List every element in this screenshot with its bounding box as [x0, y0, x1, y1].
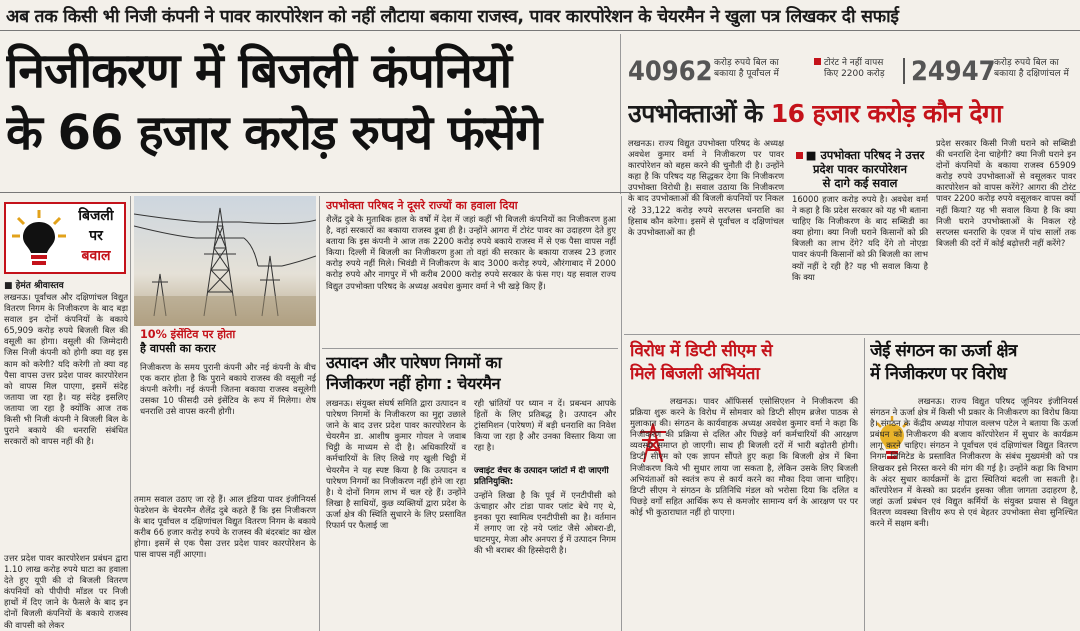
stat-purvanchal-number: 40962: [628, 56, 713, 87]
main-headline: [6, 40, 616, 164]
col4-divider: [621, 196, 622, 631]
power-tower-photo: [134, 196, 316, 326]
question-headline-part2: 16 हजार करोड़ कौन देगा: [770, 99, 1003, 128]
consumer-council-title: उपभोक्ता परिषद ने दूसरे राज्यों का हवाला दिया: [326, 199, 518, 212]
chairman-title: [326, 352, 618, 394]
chairman-divider: [322, 348, 618, 349]
red-square-icon: [814, 58, 821, 65]
chairman-title-line1: उत्पादन और पारेषण निगमों का: [326, 353, 502, 372]
main-headline-line1: निजीकरण में बिजली कंपनियों: [6, 43, 512, 99]
stat-dakshinanchal-label: [994, 58, 1069, 80]
council-box-line1-text: ■ उपभोक्ता परिषद ने उत्तर: [805, 148, 925, 162]
sub-10pct-title-line1: [140, 328, 316, 342]
sub-10pct-title-line2: है वापसी का करार: [140, 342, 216, 355]
stat-torrent-label-line1: [814, 58, 885, 69]
je-union-title-line2: में निजीकरण पर विरोध: [870, 364, 1007, 384]
stat-dakshinanchal-number: 24947: [911, 56, 996, 87]
lower-right-divider: [624, 334, 1080, 335]
byline: ■ हेमंत श्रीवास्तव: [4, 281, 64, 291]
col2-bottom-body: तमाम सवाल उठाए जा रहे हैं। आल इंडिया पावर इंजीनियर्स फेडरेशन के चेयरमैन शैलेंद्र दुबे कहते हैं कि इस निजीकरण के बाद पूर्वांचल व दक्षिणांचल विद्युत वितरण निगम के बकाये करीब 66 हजार करोड़ रुपये के राजस्व की बंदरबांट का खेल होगा। इसमें से एक पैसा उत्तर प्रदेश पावर कारपोरेशन के पास वापस नहीं आएगा।: [134, 494, 316, 560]
col6-body: 16000 हजार करोड़ रुपये है। अवधेश वर्मा ने कहा है कि प्रदेश सरकार को यह भी बताना चाहिए कि निजीकरण के बाद सब्सिडी का क्या होगा। क्या निजी घराने किसानों को फ्री बिजली का लाभ देंगे? यदि देंगे तो नोएडा पावर कंपनी किसानों को फ्री बिजली का लाभ क्यों नहीं दे रही है? यह भी सवाल किया है कि क्या: [792, 194, 928, 282]
section-divider: [0, 192, 1080, 193]
stats-strip: [628, 52, 1078, 92]
je-union-title: [870, 340, 1078, 386]
deputy-cm-title: [630, 340, 858, 386]
sub-10pct-title-line1-text: 10% इंसेंटिव पर होता: [140, 328, 236, 341]
top-headline: अब तक किसी भी निजी कंपनी ने पावर कारपोरेशन को नहीं लौटाया बकाया राजस्व, पावर कारपोरेशन के चेयरमैन ने खुला पत्र लिखकर दी सफाई: [6, 7, 899, 27]
logo-text: [68, 206, 124, 266]
council-box-line3: से दागे कई सवाल: [822, 176, 898, 190]
col5-body: लखनऊ। राज्य विद्युत उपभोक्ता परिषद के अध्यक्ष अवधेश कुमार वर्मा ने निजीकरण पर पावर कारपोरेशन को बहस करने की चुनौती दी है। उन्होंने कहा है कि परिषद यह सिद्धकर देगा कि निजीकरण उपभोक्ता विरोधी है। सवाल उठाया कि निजीकरण के बाद उपभोक्ताओं की बिजली कंपनियों पर निकल रहे 33,122 करोड़ रुपये सरप्लस धनराशि का हिसाब कौन करेगा। इसमें से पूर्वांचल व दक्षिणांचल के उपभोक्ताओं का ही: [628, 138, 784, 237]
power-tower-illustration: [134, 196, 316, 326]
col1-divider: [130, 196, 131, 631]
consumer-council-body: शैलेंद्र दुबे के मुताबिक हाल के वर्षों में देश में जहां कहीं भी बिजली कंपनियों का निजीकरण हुआ है, वहां सरकारों का बकाया राजस्व डूबा ही है। उन्होंने आगरा में टोरंट पावर का उदाहरण देते हुए बताया कि इस कंपनी ने आज तक 2200 करोड़ रुपये बकाये राजस्व में से एक पैसा वापस नहीं किया। दिल्ली में बिजली का निजीकरण हुआ तो वहां की सरकार के बकाया राजस्व 23 हजार करोड़ रुपये नहीं मिले। भिवंडी में निजीकरण के बाद 3000 करोड़ रुपये, औरंगाबाद में 2000 करोड़ रुपये और नागपुर में भी करीब 2000 करोड़ रुपये सरकार के फंस गए। यह सवाल राज्य विद्युत उपभोक्ता परिषद के अध्यक्ष अवधेश कुमार वर्मा ने भी खड़े किए हैं।: [326, 214, 616, 291]
deputy-cm-title-line2: मिले बिजली अभियंता: [630, 364, 760, 384]
chairman-body: लखनऊ। संयुक्त संघर्ष समिति द्वारा उत्पादन व पारेषण निगमों के निजीकरण का मुद्दा उछाले जाने के बाद उत्तर प्रदेश पावर कारपोरेशन के चेयरमैन डा. आशीष कुमार गोयल ने जवाब चिट्ठी के माध्यम से दी है। अधिकारियों व कर्मचारियों के लिए लिखे गए खुली चिट्ठी में चेयरमैन ने यह स्पष्ट किया है कि उत्पादन व पारेषण निगमों का निजीकरण नहीं होने जा रहा है। ये दोनों निगम लाभ में चल रहे हैं। उन्होंने लिखा है साथियों, कुछ व्यक्तियों द्वारा प्रदेश के ऊर्जा क्षेत्र की स्थिति सुधारने के लिए प्रस्तावित रिफार्म पर फैलाई जा: [326, 398, 466, 531]
logo-line2: पर: [89, 228, 103, 244]
col-divider-je: [864, 338, 865, 631]
chairman-sub: ज्वाइंट वेंचर के उत्पादन प्लांटों में दी जाएगी प्रतिनियुक्ति:: [474, 466, 609, 487]
chairman-title-line2: निजीकरण नहीं होगा : चेयरमैन: [326, 374, 501, 393]
stat-torrent-label: [814, 58, 885, 80]
col1-body2: उत्तर प्रदेश पावर कारपोरेशन प्रबंधन द्वारा 1.10 लाख करोड़ रुपये घाटा का हवाला देते हुए यूपी की दो बिजली वितरण कंपनियों को पीपीपी मॉडल पर निजी हाथों में दिए जाने के फैसले के बाद इन दोनों बिजली कंपनियों के बकाये राजस्व की वापसी को लेकर: [4, 553, 128, 630]
logo-line1: बिजली: [78, 208, 114, 224]
stat-purvanchal-label-line1: करोड़ रुपये बिल का: [714, 58, 779, 68]
headline-divider: [620, 34, 621, 194]
stat-purvanchal-label: [714, 58, 779, 80]
sub-10pct-body: निजीकरण के समय पुरानी कंपनी और नई कंपनी के बीच एक करार होता है कि पुराने बकाये राजस्व की वसूली नई कंपनी करेगी। नई कंपनी जितना बकाया राजस्व वसूलेगी उसका 10 फीसदी उसे इंसेंटिव के रूप में मिलेगा। शेष धनराशि उसे वापस करनी होगी।: [140, 362, 316, 417]
stat-dakshinanchal-label-line1: करोड़ रुपये बिल का: [994, 58, 1059, 68]
question-headline: [628, 96, 1078, 130]
sub-10pct-title: [140, 328, 316, 356]
logo-line3: बवाल: [81, 248, 111, 264]
col7-body: प्रदेश सरकार किसी निजी घराने को सब्सिडी की धनराशि देना चाहेगी? क्या निजी घराने इन दोनों कंपनियों के बकाया राजस्व 65909 करोड़ रुपये उपभोक्ताओं से वसूलकर पावर कारपोरेशन को वापस करेंगे? आगरा की टोरंट पावर 2200 करोड़ रुपये वसूलकर वापस क्यों नहीं किया? यह भी सवाल किया है कि क्या निजी घराने उपभोक्ताओं के निकल रहे सरप्लस धनराशि के एवज में पांच सालों तक बिजली की दरों में कोई बढ़ोत्तरी नहीं करेंगे?: [936, 138, 1076, 248]
council-questions-box: [792, 148, 928, 190]
chairman-body3: उन्होंने लिखा है कि पूर्व में एनटीपीसी को ऊंचाहार और टांडा पावर प्लांट बेचे गए थे, इनका पूरा स्वामित्व एनटीपीसी का है। वर्तमान में लगाए जा रहे नये प्लांट जैसे ओबरा-डी, घाटमपुर, मेजा और अनपरा ई में उत्पादन निगम की भी बराबर की हिस्सेदारी है।: [474, 490, 616, 556]
bijli-par-bawal-logo: [4, 202, 126, 274]
stat-torrent-label-line1-text: टोरंट ने नहीं वापस: [824, 58, 884, 68]
deputy-cm-body: लखनऊ। पावर ऑफिसर्स एसोसिएशन ने निजीकरण की प्रक्रिया शुरू करने के विरोध में सोमवार को डिप्टी सीएम ब्रजेश पाठक से मुलाकात की। संगठन के कार्यवाहक अध्यक्ष अवधेश कुमार वर्मा ने कहा कि निजीकरण की प्रक्रिया से दलित और पिछड़े वर्ग कर्मचारियों की आरक्षण व्यवस्था समाप्त हो जाएगी। साथ ही बिजली दरों में भारी बढ़ोतरी होगी। डिप्टी सीएम को एक ज्ञापन सौंपते हुए कहा कि बिजली क्षेत्र में बिना निजीकरण किये भी सुधार लाया जा सकता है, लेकिन उसके लिए बिजली अभियंताओं को स्वतंत्र रूप से कार्य करने का मौका दिया जाना चाहिए। डिप्टी सीएम ने संगठन के प्रतिनिधि मंडल को भरोसा दिया कि दलित व पिछड़े वर्गों सहित आर्थिक रूप से कमजोर सामान्य वर्ग के आरक्षण पर पर कोई भी कुठाराघात नहीं हो पाएगा।: [630, 396, 858, 517]
col1-body: लखनऊ। पूर्वांचल और दक्षिणांचल विद्युत वितरण निगम के निजीकरण के बाद बड़ा सवाल इन दोनों कंपनियों के बकाये 65,909 करोड़ रुपये बिजली बिल की वसूली का होगा। वसूली की जिम्मेदारी जिस निजी कंपनी को होगी क्या वह इस काम को करेगी? यदि करेगी तो क्या वह पैसा वापस उत्तर प्रदेश पावर कारपोरेशन को वापस मिल पाएगा, इसमें संदेह जताया जा रहा है। यह संदेह इसलिए जताया जा रहा है क्योंकि आज तक किसी भी निजी कंपनी ने बिजली बिल के पुराने बकाये की धनराशि संबंधित सरकारों को वापस नहीं की है।: [4, 292, 128, 447]
stat-dakshinanchal-label-line2: बकाया है दक्षिणांचल में: [994, 69, 1069, 79]
stat-torrent-label-line2: किए 2200 करोड़: [824, 69, 885, 79]
main-headline-line2: के 66 हजार करोड़ रुपये फंसेंगे: [6, 105, 542, 161]
je-union-title-line1: जेई संगठन का ऊर्जा क्षेत्र: [870, 341, 1017, 361]
stat-separator: [903, 58, 905, 84]
je-union-body: लखनऊ। राज्य विद्युत परिषद जूनियर इंजीनियर्स संगठन ने ऊर्जा क्षेत्र में किसी भी प्रकार के निजीकरण का विरोध किया है। संगठन के केंद्रीय अध्यक्ष गोपाल वल्लभ पटेल ने बताया कि ऊर्जा प्रबंधन को निजीकरण की बजाय कॉरपोरेशन में सुधार के कार्यक्रम लागू करने चाहिए। संगठन ने पूर्वांचल एवं दक्षिणांचल विद्युत वितरण निगम लिमिटेड के प्रस्तावित निजीकरण के संबंध मुख्यमंत्री को पत्र लिखकर इसे निरस्त करने की मांग की गई है। उन्होंने कहा कि विभाग के अंदर सुधार कार्यक्रमों के द्वारा स्थितियां बदली जा सकती है। कॉरपोरेशन में केस्को का प्रदर्शन इसका जीता जागता उदाहरण है, जहां ऊर्जा प्रबंधन एवं विद्युत कर्मियों के संयुक्त प्रयास से विद्युत वितरण व्यवस्था वित्तीय रूप से एवं बेहतर उपभोक्ता सेवा सुनिश्चित करने में सक्षम बनी।: [870, 396, 1078, 529]
question-headline-part1: उपभोक्ताओं के: [628, 99, 771, 128]
stat-purvanchal-label-line2: बकाया है पूर्वांचल में: [714, 69, 779, 79]
council-box-line2: प्रदेश पावर कारपोरेशन: [812, 162, 907, 176]
deputy-cm-title-line1: विरोध में डिप्टी सीएम से: [630, 341, 773, 361]
council-box-line1: [792, 148, 928, 162]
red-square-icon: [796, 152, 803, 159]
col2-divider: [319, 196, 320, 631]
chairman-body2: रही भ्रांतियों पर ध्यान न दें। प्रबन्धन आपके हितों के लिए प्रतिबद्ध है। उत्पादन और ट्रांसमिशन (पारेषण) में बड़ी धनराशि का निवेश किया जा रहा है और उनका विस्तार किया जा रहा है।: [474, 398, 616, 453]
top-divider: [0, 30, 1080, 31]
bulb-icon: [10, 208, 68, 270]
